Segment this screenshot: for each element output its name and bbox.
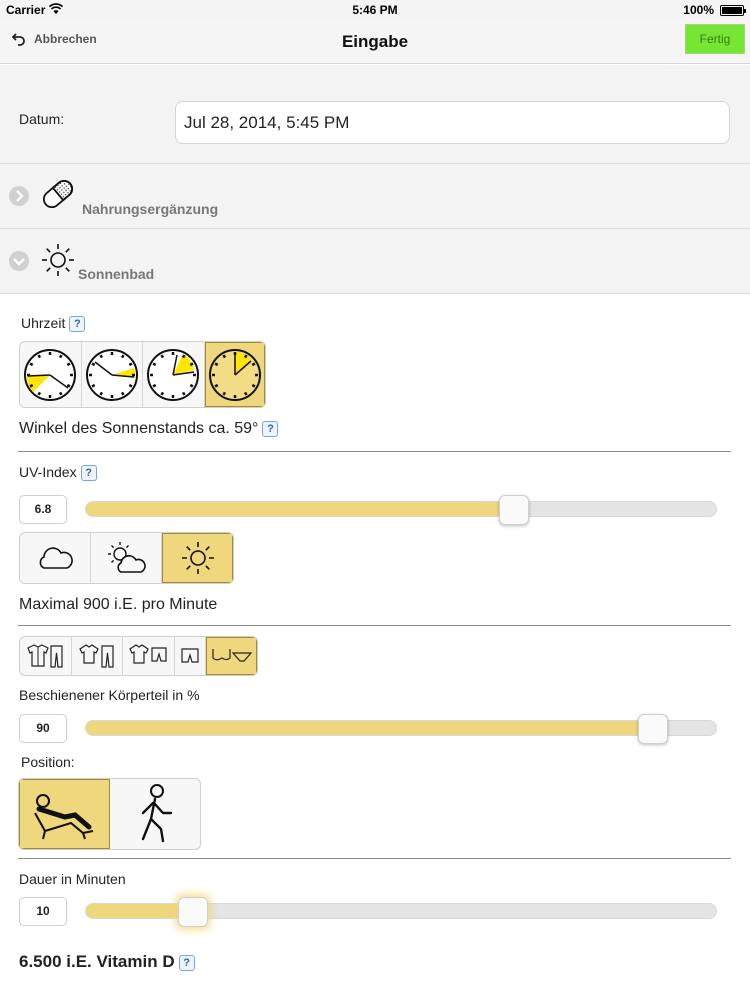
done-button[interactable]: Fertig xyxy=(685,24,745,54)
divider xyxy=(18,858,731,859)
weather-selector xyxy=(19,532,234,584)
help-icon[interactable]: ? xyxy=(262,421,278,437)
clock-tick xyxy=(183,355,185,358)
time-option-morning[interactable] xyxy=(20,342,82,407)
date-field[interactable]: Jul 28, 2014, 5:45 PM xyxy=(175,101,730,144)
pill-icon xyxy=(38,174,78,214)
sun-angle-text: Winkel des Sonnenstands ca. 59° ? xyxy=(19,420,278,438)
uv-index-slider[interactable] xyxy=(85,501,717,517)
weather-option-sunny[interactable] xyxy=(162,533,233,583)
section-supplement-label: Nahrungsergänzung xyxy=(82,201,219,217)
battery-icon xyxy=(720,5,744,16)
shirt-pants-icon xyxy=(77,643,117,669)
clock-tick xyxy=(223,392,225,395)
clock-tick xyxy=(252,363,255,365)
date-section xyxy=(0,65,750,164)
clock-tick xyxy=(39,355,41,358)
position-option-walking[interactable] xyxy=(110,779,201,849)
clock-time: 5:46 PM xyxy=(352,3,398,17)
walking-person-icon xyxy=(133,783,177,845)
clock-tick xyxy=(60,392,62,395)
clock-tick xyxy=(129,363,132,365)
page-title: Eingabe xyxy=(341,32,409,51)
clock-tick xyxy=(100,355,102,358)
clothing-option-shirt-pants[interactable] xyxy=(72,637,124,675)
time-option-afternoon[interactable] xyxy=(205,342,266,407)
body-part-slider[interactable] xyxy=(85,720,717,736)
uv-index-slider-fill xyxy=(86,502,514,516)
body-part-slider-fill xyxy=(86,721,653,735)
clock-tick xyxy=(122,392,124,395)
position-selector xyxy=(18,778,201,850)
cancel-label: Abbrechen xyxy=(34,32,97,46)
cloud-icon xyxy=(35,543,75,573)
help-icon[interactable]: ? xyxy=(179,955,195,971)
duration-slider-fill xyxy=(86,904,193,918)
clock-tick xyxy=(252,385,255,387)
clothing-option-jacket-pants[interactable] xyxy=(20,637,72,675)
clock-tick xyxy=(245,392,247,395)
clock-tick xyxy=(122,355,124,358)
clock-forenoon-icon xyxy=(85,348,139,402)
time-of-day-selector xyxy=(19,341,266,408)
shorts-icon xyxy=(179,645,201,667)
duration-value[interactable]: 10 xyxy=(19,897,67,926)
carrier-label: Carrier xyxy=(6,3,46,17)
clock-tick xyxy=(215,363,218,365)
clock-morning-icon xyxy=(23,348,77,402)
clock-afternoon-icon xyxy=(208,348,262,402)
uv-index-label: UV-Index ? xyxy=(19,464,97,481)
clock-tick xyxy=(129,385,132,387)
clock-noon-icon xyxy=(146,348,200,402)
clock-tick xyxy=(92,385,95,387)
clock-tick xyxy=(30,385,33,387)
clock-tick xyxy=(68,385,71,387)
clock-tick xyxy=(162,355,164,358)
max-dose-text: Maximal 900 i.E. pro Minute xyxy=(19,596,218,613)
partly-cloudy-icon xyxy=(104,540,148,576)
duration-slider[interactable] xyxy=(85,903,717,919)
time-option-forenoon[interactable] xyxy=(82,342,144,407)
divider xyxy=(18,451,731,452)
date-label: Datum: xyxy=(19,111,65,127)
bikini-icon xyxy=(210,645,254,667)
clock-tick xyxy=(191,363,194,365)
battery-percent: 100% xyxy=(683,3,714,17)
lying-person-icon xyxy=(31,787,97,841)
uv-index-value[interactable]: 6.8 xyxy=(19,495,67,524)
jacket-pants-icon xyxy=(25,643,65,669)
section-supplement[interactable] xyxy=(0,164,750,229)
uv-index-slider-knob[interactable] xyxy=(499,495,529,525)
help-icon[interactable]: ? xyxy=(69,316,85,332)
clock-tick xyxy=(39,392,41,395)
section-sunbath[interactable] xyxy=(0,229,750,294)
clock-tick xyxy=(191,385,194,387)
clock-tick xyxy=(153,385,156,387)
time-of-day-label: Uhrzeit ? xyxy=(21,315,85,332)
clock-tick xyxy=(162,392,164,395)
clothing-option-bikini[interactable] xyxy=(206,637,257,675)
clock-tick xyxy=(153,363,156,365)
shirt-shorts-icon xyxy=(127,643,169,669)
vitamin-d-result: 6.500 i.E. Vitamin D ? xyxy=(19,952,195,972)
body-part-slider-knob[interactable] xyxy=(638,714,668,744)
divider xyxy=(18,625,731,626)
clock-tick xyxy=(183,392,185,395)
position-option-lying[interactable] xyxy=(19,779,110,849)
clothing-option-shirt-shorts[interactable] xyxy=(123,637,175,675)
position-label: Position: xyxy=(21,754,75,770)
clock-tick xyxy=(92,363,95,365)
status-bar xyxy=(0,0,750,20)
clock-tick xyxy=(30,363,33,365)
navigation-bar xyxy=(0,20,750,64)
section-sunbath-label: Sonnenbad xyxy=(78,266,155,282)
clock-tick xyxy=(68,363,71,365)
clothing-selector xyxy=(19,636,258,676)
clock-tick xyxy=(215,385,218,387)
time-option-noon[interactable] xyxy=(143,342,205,407)
help-icon[interactable]: ? xyxy=(81,465,97,481)
clock-tick xyxy=(245,355,247,358)
clock-tick xyxy=(60,355,62,358)
clock-tick xyxy=(100,392,102,395)
clock-tick xyxy=(223,355,225,358)
clothing-option-shorts[interactable] xyxy=(175,637,207,675)
sun-icon xyxy=(180,540,216,576)
body-part-value[interactable]: 90 xyxy=(19,714,67,743)
body-part-label: Beschienener Körperteil in % xyxy=(19,687,200,703)
weather-option-partly-cloudy[interactable] xyxy=(91,533,162,583)
duration-slider-knob[interactable] xyxy=(178,897,208,927)
chevron-right-icon xyxy=(9,186,29,206)
duration-label: Dauer in Minuten xyxy=(19,871,126,887)
weather-option-cloudy[interactable] xyxy=(20,533,91,583)
sun-icon xyxy=(40,242,76,278)
chevron-down-icon xyxy=(9,251,29,271)
